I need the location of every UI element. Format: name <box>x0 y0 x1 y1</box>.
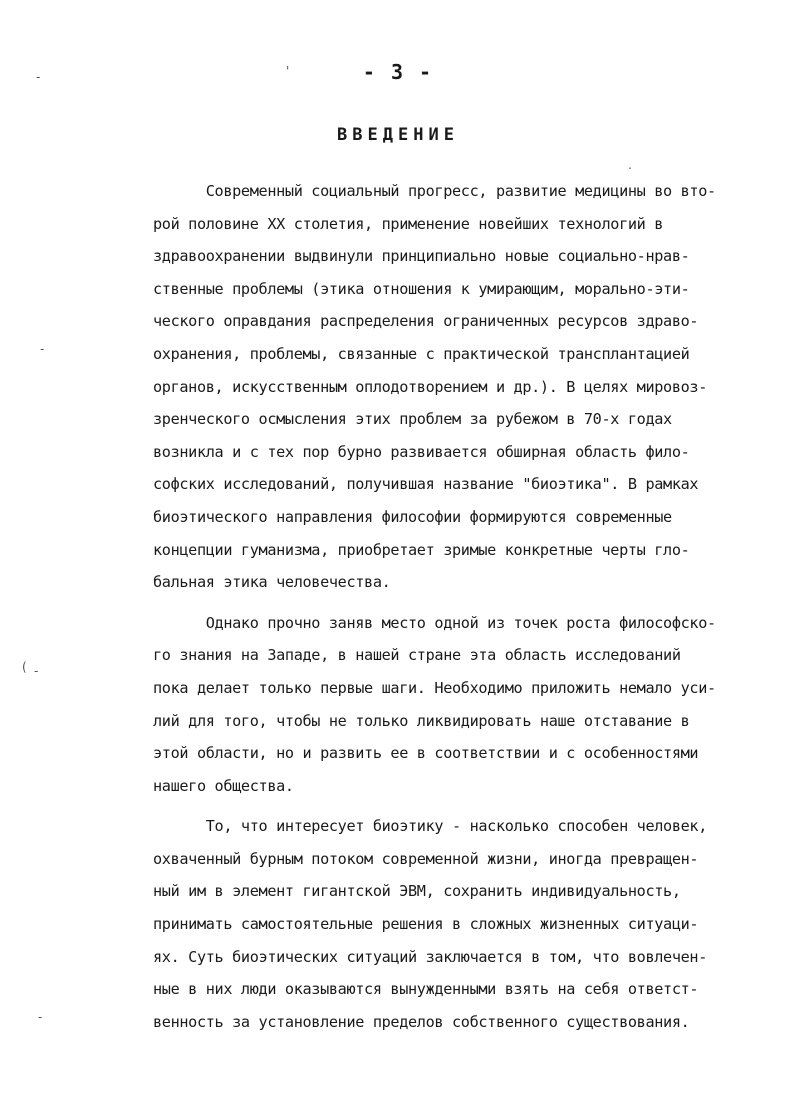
paragraph-gap <box>153 599 758 607</box>
text-line: охранения, проблемы, связанные с практической трансплантацией <box>153 344 690 363</box>
text-line: Современный социальный прогресс, развитие медицины во вто- <box>153 182 716 200</box>
paragraph-1 <box>153 175 758 599</box>
scan-mark: ( <box>22 660 27 674</box>
paragraph-2 <box>153 607 758 803</box>
paragraph-gap <box>153 802 758 810</box>
text-line: лий для того, чтобы не только ликвидировать наше отставание в <box>153 711 690 730</box>
text-line: Однако прочно заняв место одной из точек роста философско- <box>153 613 716 632</box>
text-line: зренческого осмысления этих проблем за рубежом в 70-х годах <box>153 410 672 429</box>
scan-mark: - <box>40 342 45 356</box>
text-line: ственные проблемы (этика отношения к умирающим, морально-эти- <box>153 279 690 298</box>
text-line: ях. Суть биоэтических ситуаций заключается в том, что вовлечен- <box>153 947 708 966</box>
scan-mark: . <box>628 158 632 172</box>
text-line: го знания на Западе, в нашей стране эта область исследований <box>153 646 681 665</box>
section-heading: ВВЕДЕНИЕ <box>337 125 459 145</box>
text-line: возникла и с тех пор бурно развивается обширная область фило- <box>153 442 690 461</box>
scan-mark: ' <box>286 64 290 78</box>
text-line: нашего общества. <box>153 776 294 795</box>
text-line: венность за установление пределов собственного существования. <box>153 1012 690 1031</box>
text-line: То, что интересует биоэтику - насколько способен человек, <box>153 817 708 836</box>
text-line: концепции гуманизма, приобретает зримые конкретные черты гло- <box>153 540 690 559</box>
text-line: принимать самостоятельные решения в сложных жизненных ситуаци- <box>153 915 699 934</box>
page-number: - 3 - <box>362 60 434 84</box>
text-line: ческого оправдания распределения ограниченных ресурсов здраво- <box>153 312 699 331</box>
scan-mark: - <box>36 70 41 84</box>
scan-mark: - <box>34 664 39 678</box>
text-line: здравоохранении выдвинули принципиально новые социально-нрав- <box>153 247 690 266</box>
text-line: софских исследований, получившая название "биоэтика". В рамках <box>153 475 699 494</box>
paragraph-3 <box>153 810 758 1038</box>
text-line: пока делает только первые шаги. Необходимо приложить немало уси- <box>153 678 716 697</box>
scan-mark: - <box>38 1010 43 1024</box>
text-line: биоэтического направления философии формируются современные <box>153 507 672 526</box>
text-line: охваченный бурным потоком современной жизни, иногда превращен- <box>153 849 699 868</box>
text-line: органов, искусственным оплодотворением и др.). В целях мировоз- <box>153 377 708 396</box>
text-line: ные в них люди оказываются вынужденными взять на себя ответст- <box>153 980 699 999</box>
body-text <box>153 175 758 1038</box>
text-line: ный им в элемент гигантской ЭВМ, сохранить индивидуальность, <box>153 882 681 901</box>
text-line: рой половине XX столетия, применение новейших технологий в <box>153 214 664 233</box>
text-line: бальная этика человечества. <box>153 573 391 592</box>
text-line: этой области, но и развить ее в соответствии и с особенностями <box>153 744 699 763</box>
